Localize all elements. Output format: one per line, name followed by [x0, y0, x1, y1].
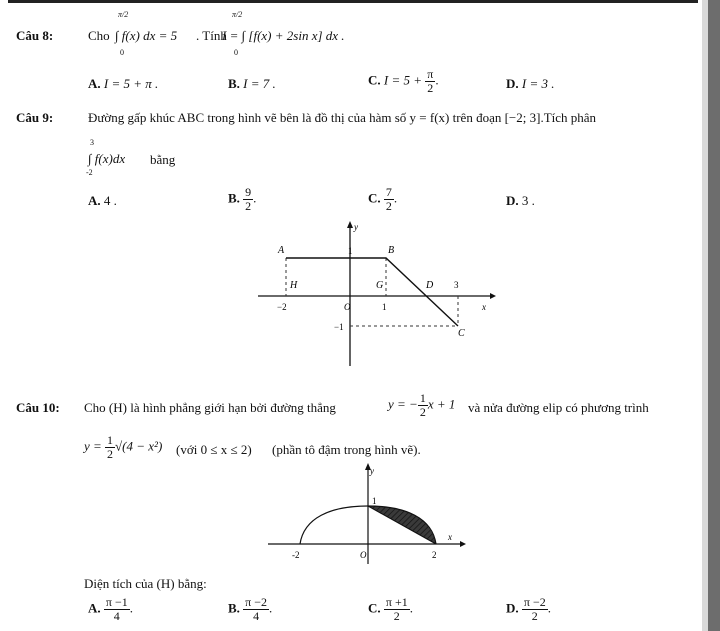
q9-axis-x-label: x: [482, 302, 486, 312]
q8-option-c[interactable]: C. I = 5 + $\frac{\pi}{2}$ .: [368, 67, 439, 95]
expr-integral-upper: π/2: [232, 10, 243, 19]
q10-ellipse-equation: y = $\frac{1}{2}$ √(4 − x²): [84, 433, 163, 461]
q10-line-equation: y = − $\frac{1}{2}$ x + 1: [388, 391, 456, 419]
q9-y-arrow-icon: [347, 221, 353, 228]
q10-option-a[interactable]: A. $\frac{\pi -1}{4}$ .: [88, 595, 133, 623]
q9-point-B: B: [388, 245, 395, 256]
q9-polyline-ABC: [286, 258, 458, 326]
q10-option-c[interactable]: C. $\frac{\pi +1}{2}$ .: [368, 595, 413, 623]
q9-integral-upper: 3: [90, 138, 94, 147]
q10-note: (phần tô đậm trong hình vẽ).: [272, 442, 421, 457]
q9-point-H: H: [290, 280, 298, 291]
page-top-rule: [8, 0, 698, 3]
question-8-label: Câu 8:: [16, 28, 54, 43]
q8-option-b[interactable]: B. I = 7 .: [228, 76, 276, 91]
q10-graph: [268, 460, 468, 568]
q10-axis-x-label: x: [448, 532, 452, 542]
q9-tick-neg2: −2: [277, 302, 287, 312]
q9-integral: ∫ f(x)dx: [88, 151, 126, 166]
q10-area-question: Diện tích của (H) bằng:: [84, 576, 207, 591]
given-integral: ∫ f(x) dx = 5: [115, 28, 178, 43]
expr-integral-lower: 0: [234, 48, 238, 57]
q9-tick-1-top: 1: [348, 246, 353, 256]
q8-option-a[interactable]: A. I = 5 + π .: [88, 76, 159, 91]
q9-integral-suffix: bằng: [150, 152, 176, 167]
question-10-text-b: và nửa đường elip có phương trình: [468, 400, 649, 415]
question-9-text: Đường gấp khúc ABC trong hình vẽ bên là đồ thị của hàm số y = f(x) trên đoạn [−2; 3].Tích phân: [88, 110, 597, 125]
question-10-label: Câu 10:: [16, 400, 60, 415]
question-10-text-a: Cho (H) là hình phẳng giới hạn bởi đường thẳng: [84, 400, 336, 415]
q8-option-d[interactable]: D. I = 3 .: [506, 76, 555, 91]
q9-point-D: D: [426, 280, 434, 291]
q10-tick-neg2: -2: [292, 550, 300, 560]
q9-integral-lower: -2: [86, 168, 93, 177]
q9-option-b[interactable]: B. $\frac{9}{2}$ .: [228, 185, 257, 213]
given-integral-lower: 0: [120, 48, 124, 57]
q9-point-A: A: [278, 245, 285, 256]
q10-option-b[interactable]: B. $\frac{\pi -2}{4}$ .: [228, 595, 273, 623]
given-integral-upper: π/2: [118, 10, 129, 19]
q10-tick-2: 2: [432, 550, 437, 560]
q10-option-d[interactable]: D. $\frac{\pi -2}{2}$ .: [506, 595, 551, 623]
question-8-ask: . Tính: [196, 28, 227, 43]
q9-graph: [258, 218, 498, 368]
q10-axis-y-label: y: [370, 466, 374, 476]
q9-origin-O: O: [344, 302, 351, 312]
q9-tick-1: 1: [382, 302, 387, 312]
question-8-prefix: Cho: [88, 28, 110, 43]
q10-x-arrow-icon: [460, 541, 466, 547]
q9-axis-y-label: y: [354, 222, 358, 232]
q9-point-C: C: [458, 328, 465, 339]
q9-tick-neg1: −1: [334, 322, 344, 332]
q9-option-c[interactable]: C. $\frac{7}{2}$ .: [368, 185, 398, 213]
q10-origin-O: O: [360, 550, 367, 560]
q10-tick-1: 1: [372, 496, 377, 506]
q9-point-G: G: [376, 280, 384, 291]
scrollbar[interactable]: [708, 0, 720, 631]
q9-tick-3: 3: [454, 280, 459, 290]
question-8-expression: I = ∫ [f(x) + 2sin x] dx .: [222, 28, 345, 43]
q9-option-d[interactable]: D. 3 .: [506, 193, 535, 208]
question-9-label: Câu 9:: [16, 110, 54, 125]
q10-condition: (với 0 ≤ x ≤ 2): [176, 442, 252, 457]
q9-option-a[interactable]: A. 4 .: [88, 193, 117, 208]
q9-x-arrow-icon: [490, 293, 496, 299]
